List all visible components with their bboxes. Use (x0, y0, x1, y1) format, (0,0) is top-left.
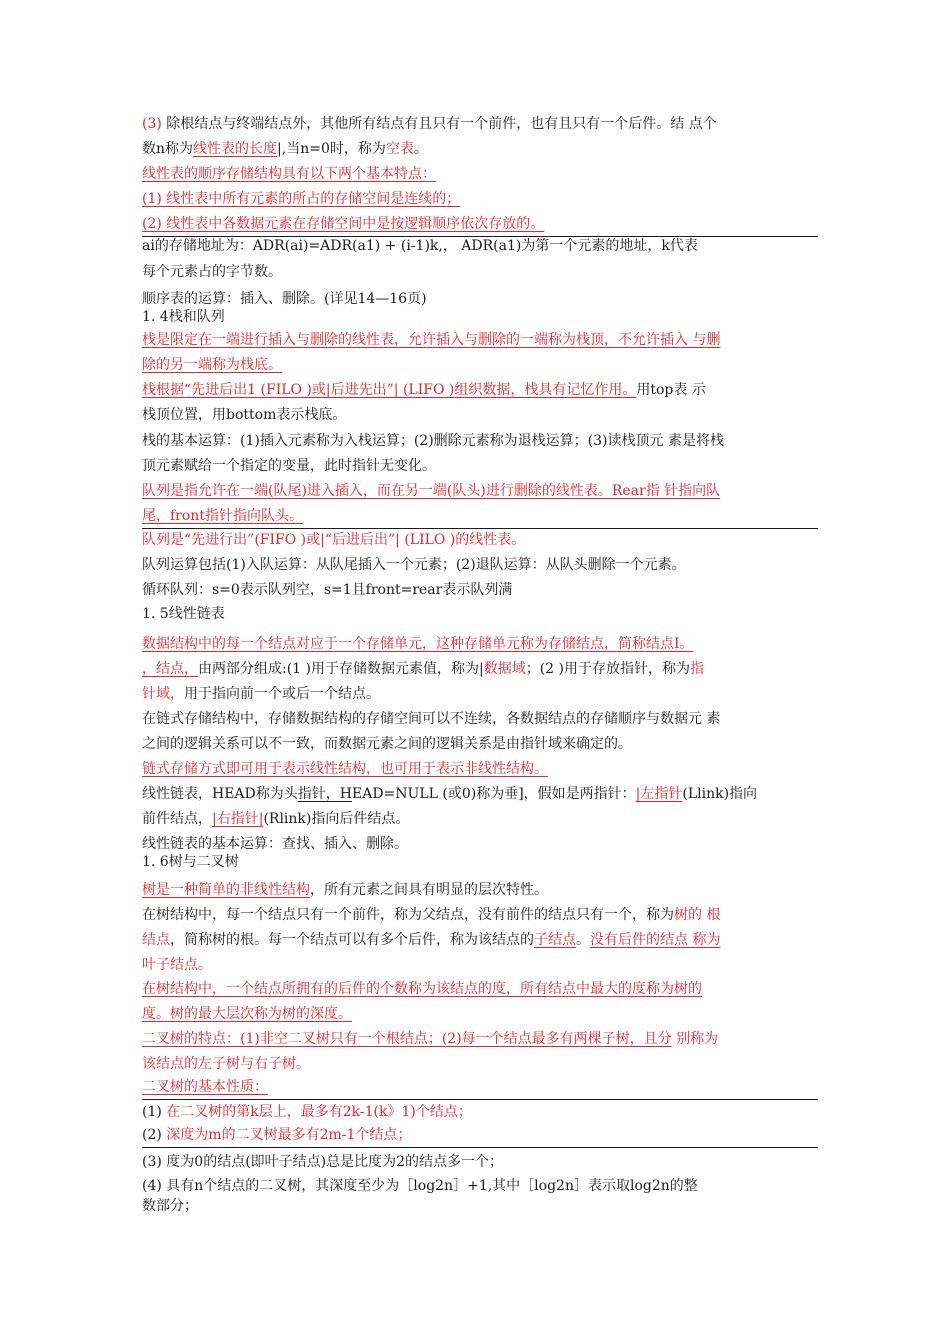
paragraph-line: 队列是指允许在一端(队尾)进入插入，而在另一端(队头)进行删除的线性表。Rear指 针指向队 (142, 483, 721, 499)
item-number: (3) (142, 116, 162, 132)
paragraph-line: 在树结构中，每一个结点只有一个前件，称为父结点，没有前件的结点只有一个，称为树的 根 (142, 907, 721, 923)
paragraph-line: 二叉树的基本性质： (142, 1077, 818, 1100)
list-item: (3) 度为0的结点(即叶子结点)总是比度为2的结点多一个； (142, 1154, 504, 1170)
paragraph-line: 栈顶位置，用bottom表示栈底。 (142, 407, 347, 423)
paragraph-line: 前件结点，|右指针|(Rlink)指向后件结点。 (142, 811, 410, 827)
term-list-length: 线性表的长度 (193, 141, 278, 157)
section-heading: 1. 6树与二叉树 (142, 854, 239, 870)
list-item: (1) 在二叉树的第k层上，最多有2k-1(k》1)个结点； (142, 1104, 472, 1120)
paragraph-line: 顺序表的运算：插入、删除。(详见14—16页) (142, 291, 427, 307)
paragraph-line: 在树结构中，一个结点所拥有的后件的个数称为该结点的度，所有结点中最大的度称为树的 (142, 981, 702, 997)
paragraph-line: 针域，用于指向前一个或后一个结点。 (142, 686, 380, 702)
paragraph-line: 顶元素赋给一个指定的变量，此时指针无变化。 (142, 458, 436, 474)
list-item: 数部分； (142, 1198, 198, 1214)
paragraph-line: 树是一种简单的非线性结构，所有元素之间具有明显的层次特性。 (142, 882, 548, 898)
paragraph-line: ai的存储地址为：ADR(ai)=ADR(a1) + (i-1)k,， ADR(a1)为第一个元素的地址，k代表 (142, 238, 698, 254)
paragraph-line: 结点，简称树的根。每一个结点可以有多个后件，称为该结点的子结点。没有后件的结点 称为 (142, 932, 721, 948)
paragraph-line: 尾，front指针指向队头。 (142, 506, 818, 529)
paragraph-line: 该结点的左子树与右子树。 (142, 1056, 310, 1072)
paragraph-line: 除的另一端称为栈底。 (142, 357, 282, 373)
paragraph-line: 链式存储方式即可用于表示线性结构，也可用于表示非线性结构。 (142, 761, 548, 777)
section-heading: 1. 4栈和队列 (142, 309, 225, 325)
paragraph-line: (1) 线性表中所有元素的所占的存储空间是连续的； (142, 191, 461, 207)
paragraph-line: (2) 线性表中各数据元素在存储空间中是按逻辑顺序依次存放的。 (142, 214, 818, 237)
paragraph-line: ，结点，由两部分组成:(1 )用于存储数据元素值，称为|数据域；(2 )用于存放指针，称为指 (142, 661, 704, 677)
paragraph-line: 数据结构中的每一个结点对应于一个存储单元，这种存储单元称为存储结点，简称结点I。 (142, 636, 694, 652)
paragraph-line: 栈的基本运算：(1)插入元素称为入栈运算；(2)删除元素称为退栈运算；(3)读栈顶元 素是将栈 (142, 433, 724, 449)
section-heading: 1. 5线性链表 (142, 606, 225, 622)
paragraph-line: 循环队列：s=0表示队列空，s=1且front=rear表示队列满 (142, 582, 513, 598)
paragraph-line: 叶子结点。 (142, 957, 212, 973)
paragraph-line: 度。树的最大层次称为树的深度。 (142, 1006, 352, 1022)
paragraph-line: 线性链表的基本运算：查找、插入、删除。 (142, 836, 408, 852)
paragraph-line: (3) 除根结点与终端结点外，其他所有结点有且只有一个前件，也有且只有一个后件。结 点个 (142, 116, 717, 132)
paragraph-line: 线性链表，HEAD称为头指针，HEAD=NULL (或0)称为垂]，假如是两指针：|左指针(Llink)指向 (142, 786, 758, 802)
list-item: (4) 具有n个结点的二叉树，其深度至少为［log2n］+1,其中［log2n］表示取log2n的整 (142, 1178, 698, 1194)
paragraph-line: 每个元素占的字节数。 (142, 264, 282, 280)
paragraph-line: 在链式存储结构中，存储数据结构的存储空间可以不连续，各数据结点的存储顺序与数据元 素 (142, 711, 721, 727)
paragraph-line: 线性表的顺序存储结构具有以下两个基本特点： (142, 166, 436, 182)
term-empty-list: 空表 (385, 141, 414, 157)
paragraph-line: 栈根据“先进后出1 (FILO )或|后进先出”| (LIFO )组织数据，栈具有记忆作用。用top表 示 (142, 382, 706, 398)
paragraph-line: 之间的逻辑关系可以不一致，而数据元素之间的逻辑关系是由指针域来确定的。 (142, 736, 632, 752)
paragraph-line: 数n称为线性表的长度|,当n=0时，称为空表。 (142, 141, 428, 157)
list-item: (2) 深度为m的二叉树最多有2m-1个结点； (142, 1125, 818, 1148)
paragraph-line: 队列是“先进行出”(FIFO )或|“后进后出”| (LILO )的线性表。 (142, 532, 526, 548)
paragraph-line: 二叉树的特点：(1)非空二叉树只有一个根结点；(2)每一个结点最多有两棵子树，且分 别称为 (142, 1031, 719, 1047)
paragraph-line: 队列运算包括(1)入队运算：从队尾插入一个元素；(2)退队运算：从队头删除一个元素。 (142, 557, 686, 573)
paragraph-line: 栈是限定在一端进行插入与删除的线性表，允许插入与删除的一端称为栈顶，不允许插入 与删 (142, 332, 721, 348)
